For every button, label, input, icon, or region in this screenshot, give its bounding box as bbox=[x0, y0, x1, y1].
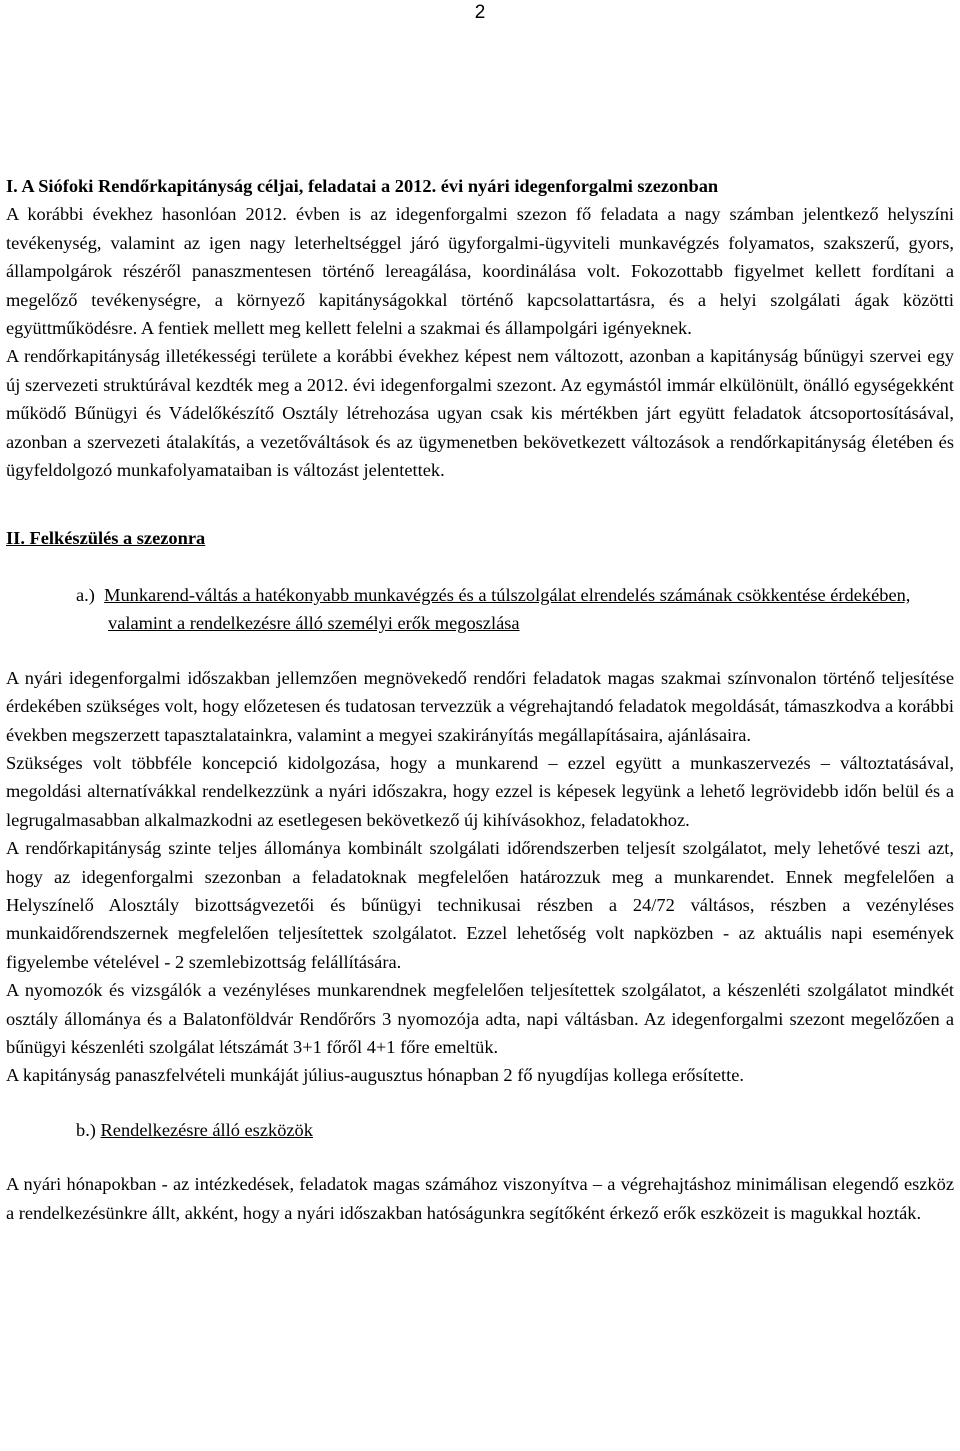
subsection-b-label: b.) bbox=[76, 1119, 96, 1140]
subsection-a-paragraph: A nyomozók és vizsgálók a vezényléses munkarendnek megfelelően teljesítettek szolgálatot, a készenléti szolgálatot mindkét osztály állománya és a Balatonföldvár Rendőrőrs 3 nyomozója adta, napi váltásban. Az idegenforgalmi szezont megelőzően a bűnügyi készenléti szolgálat létszámát 3+1 főről 4+1 főre emeltük. bbox=[6, 980, 954, 1057]
subsection-a-title: Munkarend-váltás a hatékonyabb munkavégzés és a túlszolgálat elrendelés számának csökkentése érdekében, valamint a rendelkezésre álló személyi erők megoszlása bbox=[104, 584, 911, 634]
section-2-title: II. Felkészülés a szezonra bbox=[6, 528, 206, 549]
page-number: 2 bbox=[474, 2, 486, 23]
section-1-paragraph: A korábbi évekhez hasonlóan 2012. évben is az idegenforgalmi szezon fő feladata a nagy számban jelentkező helyszíni tevékenység, valamint az igen nagy leterheltséggel járó ügyforgalmi-ügyviteli munkavégzés folyamatos, szakszerű, gyors, állampolgárok részéről panaszmentesen történő lereagálása, koordinálása volt. Fokozottabb figyelmet kellett fordítani a megelőző tevékenységre, a környező kapitányságokkal történő kapcsolattartásra, és a helyi szolgálati ágak közötti együttműködésre. A fentiek mellett meg kellett felelni a szakmai és állampolgári igényeknek. bbox=[6, 204, 954, 339]
subsection-a-paragraph: A kapitányság panaszfelvételi munkáját július-augusztus hónapban 2 fő nyugdíjas kollega erősítette. bbox=[6, 1065, 744, 1086]
subsection-b-paragraph: A nyári hónapokban - az intézkedések, feladatok magas számához viszonyítva – a végrehajtáshoz minimálisan elegendő eszköz a rendelkezésünkre állt, akként, hogy a nyári időszakban hatóságunkra segítőként érkező erők eszközeit is magukkal hozták. bbox=[6, 1174, 954, 1223]
subsection-a-label: a.) bbox=[76, 584, 95, 605]
subsection-b-title: Rendelkezésre álló eszközök bbox=[100, 1119, 313, 1140]
document-body bbox=[6, 172, 954, 1227]
subsection-a-paragraph: A nyári idegenforgalmi időszakban jellemzően megnövekedő rendőri feladatok magas szakmai színvonalon történő teljesítése érdekében szükséges volt, hogy előzetesen és tudatosan tervezzük a végrehajtandó feladatok megoldását, támaszkodva a korábbi években megszerzett tapasztalatainkra, valamint a megyei szakirányítás megállapításaira, ajánlásaira. bbox=[6, 667, 954, 745]
subsection-b-heading bbox=[76, 1116, 954, 1144]
section-1-paragraph: A rendőrkapitányság illetékességi területe a korábbi évekhez képest nem változott, azonban a kapitányság bűnügyi szervei egy új szervezeti struktúrával kezdték meg a 2012. évi idegenforgalmi szezont. Az egymástól immár elkülönült, önálló egységekként működő Bűnügyi és Vádelőkészítő Osztály létrehozása ugyan csak kis mértékben járt együtt feladatok átcsoportosításával, azonban a szervezeti átalakítás, a vezetőváltások és az ügymenetben bekövetkezett változások a rendőrkapitányság életében és ügyfeldolgozó munkafolyamataiban is változást jelentettek. bbox=[6, 346, 954, 481]
subsection-a-heading bbox=[38, 581, 954, 638]
subsection-a-paragraph: A rendőrkapitányság szinte teljes állománya kombinált szolgálati időrendszerben teljesít szolgálatot, mely lehetővé teszi azt, hogy az idegenforgalmi szezonban a feladatoknak megfelelően határozzuk meg a munkarendet. Ennek megfelelően a Helyszínelő Alosztály bizottságvezetői és bűnügyi technikusai részben a 24/72 váltásos, részben a vezényléses munkaidőrendszernek megfelelően teljesítettek szolgálatot. Ezzel lehetőség volt napközben - az aktuális napi események figyelembe vételével - 2 szemlebizottság felállítására. bbox=[6, 838, 954, 972]
section-1-title: I. A Siófoki Rendőrkapitányság céljai, feladatai a 2012. évi nyári idegenforgalmi szezonban bbox=[6, 176, 719, 196]
subsection-a-paragraph: Szükséges volt többféle koncepció kidolgozása, hogy a munkarend – ezzel együtt a munkaszervezés – változtatásával, megoldási alternatívákkal rendelkezzünk a nyári időszakra, hogy ezzel is képesek legyünk a lehető legrövidebb időn belül és a legrugalmasabban alkalmazkodni az esetlegesen bekövetkező új kihívásokhoz, feladatokhoz. bbox=[6, 752, 954, 830]
